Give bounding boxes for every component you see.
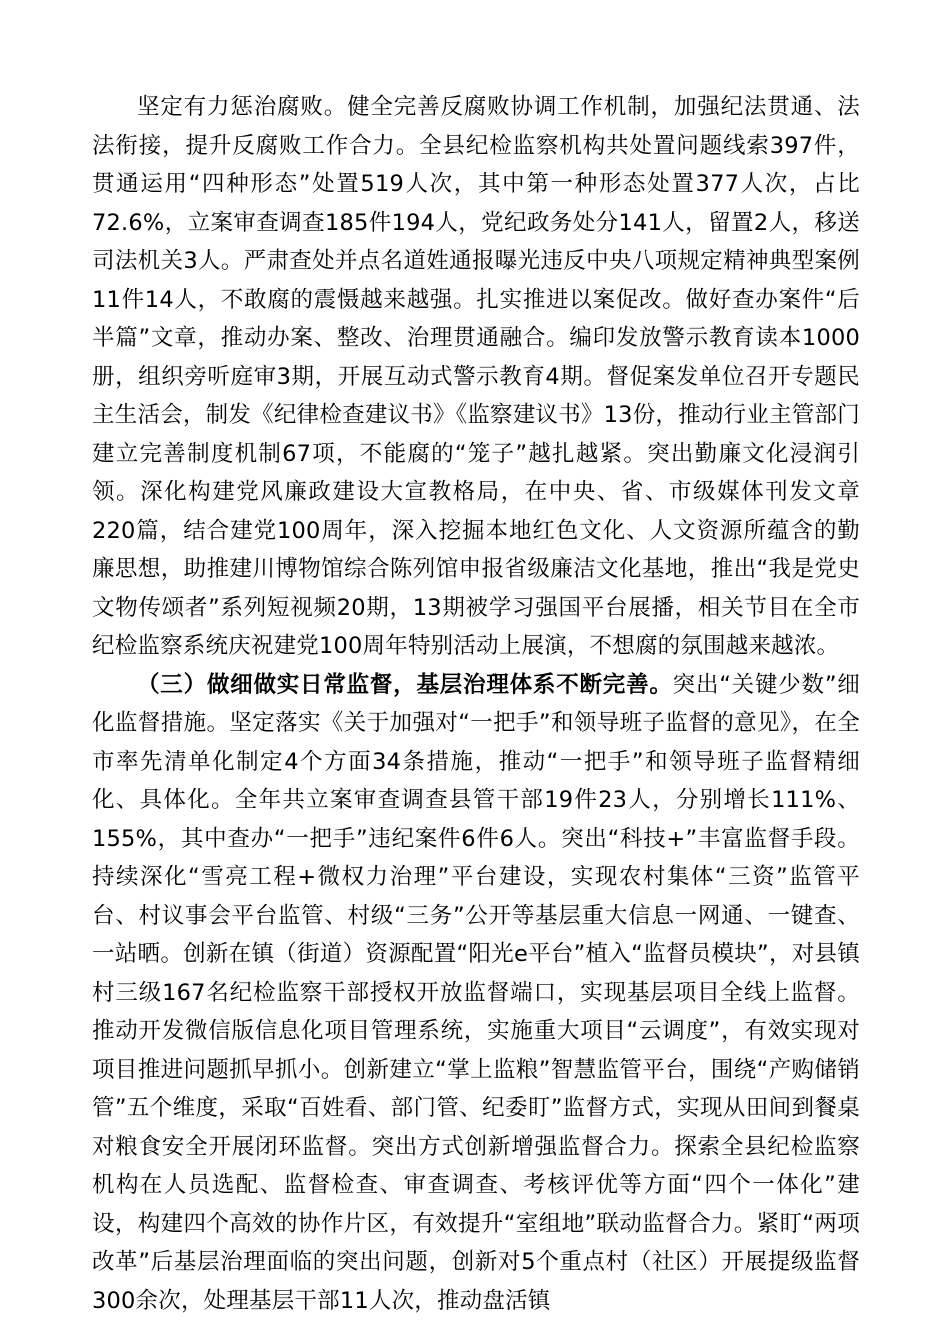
paragraph-body: 坚定有力惩治腐败。健全完善反腐败协调工作机制，加强纪法贯通、法法衔接，提升反腐败工作合力。全县纪检监察机构共处置问题线索397件，贯通运用“四种形态”处置519人次，其中第一种形态处置377人次，占比72.6%，立案审查调查185件194人，党纪政务处分141人，留置2人，移送司法机关3人。严肃查处并点名道姓通报曝光违反中央八项规定精神典型案例11件14人，不敢腐的震慑越来越强。扎实推进以案促改。做好查办案件“后半篇”文章，推动办案、整改、治理贯通融合。编印发放警示教育读本1000册，组织旁听庭审3期，开展互动式警示教育4期。督促案发单位召开专题民主生活会，制发《纪律检查建议书》《监察建议书》13份，推动行业主管部门建立完善制度机制67项，不能腐的“笼子”越扎越紧。突出勤廉文化浸润引领。深化构建党风廉政建设大宣教格局，在中央、省、市级媒体刊发文章220篇，结合建党100周年，深入挖掘本地红色文化、人文资源所蕴含的勤廉思想，助推建川博物馆综合陈列馆申报省级廉洁文化基地，推出“我是党史文物传颂者”系列短视频20期，13期被学习强国平台展播，相关节目在全市纪检监察系统庆祝建党100周年特别活动上展演，不想腐的氛围越来越浓。: [92, 94, 860, 659]
document-page: [92, 88, 860, 1320]
section-heading: （三）做细做实日常监督，基层治理体系不断完善。: [137, 671, 673, 698]
paragraph-anti-corruption: [92, 88, 860, 666]
paragraph-body: 突出“关键少数”细化监督措施。坚定落实《关于加强对“一把手”和领导班子监督的意见》，在全市率先清单化制定4个方面34条措施，推动“一把手”和领导班子监督精细化、具体化。全年共立案审查调查县管干部19件23人，分别增长111%、155%，其中查办“一把手”违纪案件6件6人。突出“科技+”丰富监督手段。持续深化“雪亮工程+微权力治理”平台建设，实现农村集体“三资”监管平台、村议事会平台监管、村级“三务”公开等基层重大信息一网通、一键查、一站晒。创新在镇（街道）资源配置“阳光e平台”植入“监督员模块”，对县镇村三级167名纪检监察干部授权开放监督端口，实现基层项目全线上监督。推动开发微信版信息化项目管理系统，实施重大项目“云调度”，有效实现对项目推进问题抓早抓小。创新建立“掌上监粮”智慧监管平台，围绕“产购储销管”五个维度，采取“百姓看、部门管、纪委盯”监督方式，实现从田间到餐桌对粮食安全开展闭环监督。突出方式创新增强监督合力。探索全县纪检监察机构在人员选配、监督检查、审查调查、考核评优等方面“四个一体化”建设，构建四个高效的协作片区，有效提升“室组地”联动监督合力。紧盯“两项改革”后基层治理面临的突出问题，创新对5个重点村（社区）开展提级监督300余次，处理基层干部11人次，推动盘活镇: [92, 671, 860, 1314]
paragraph-daily-supervision: [92, 666, 860, 1321]
